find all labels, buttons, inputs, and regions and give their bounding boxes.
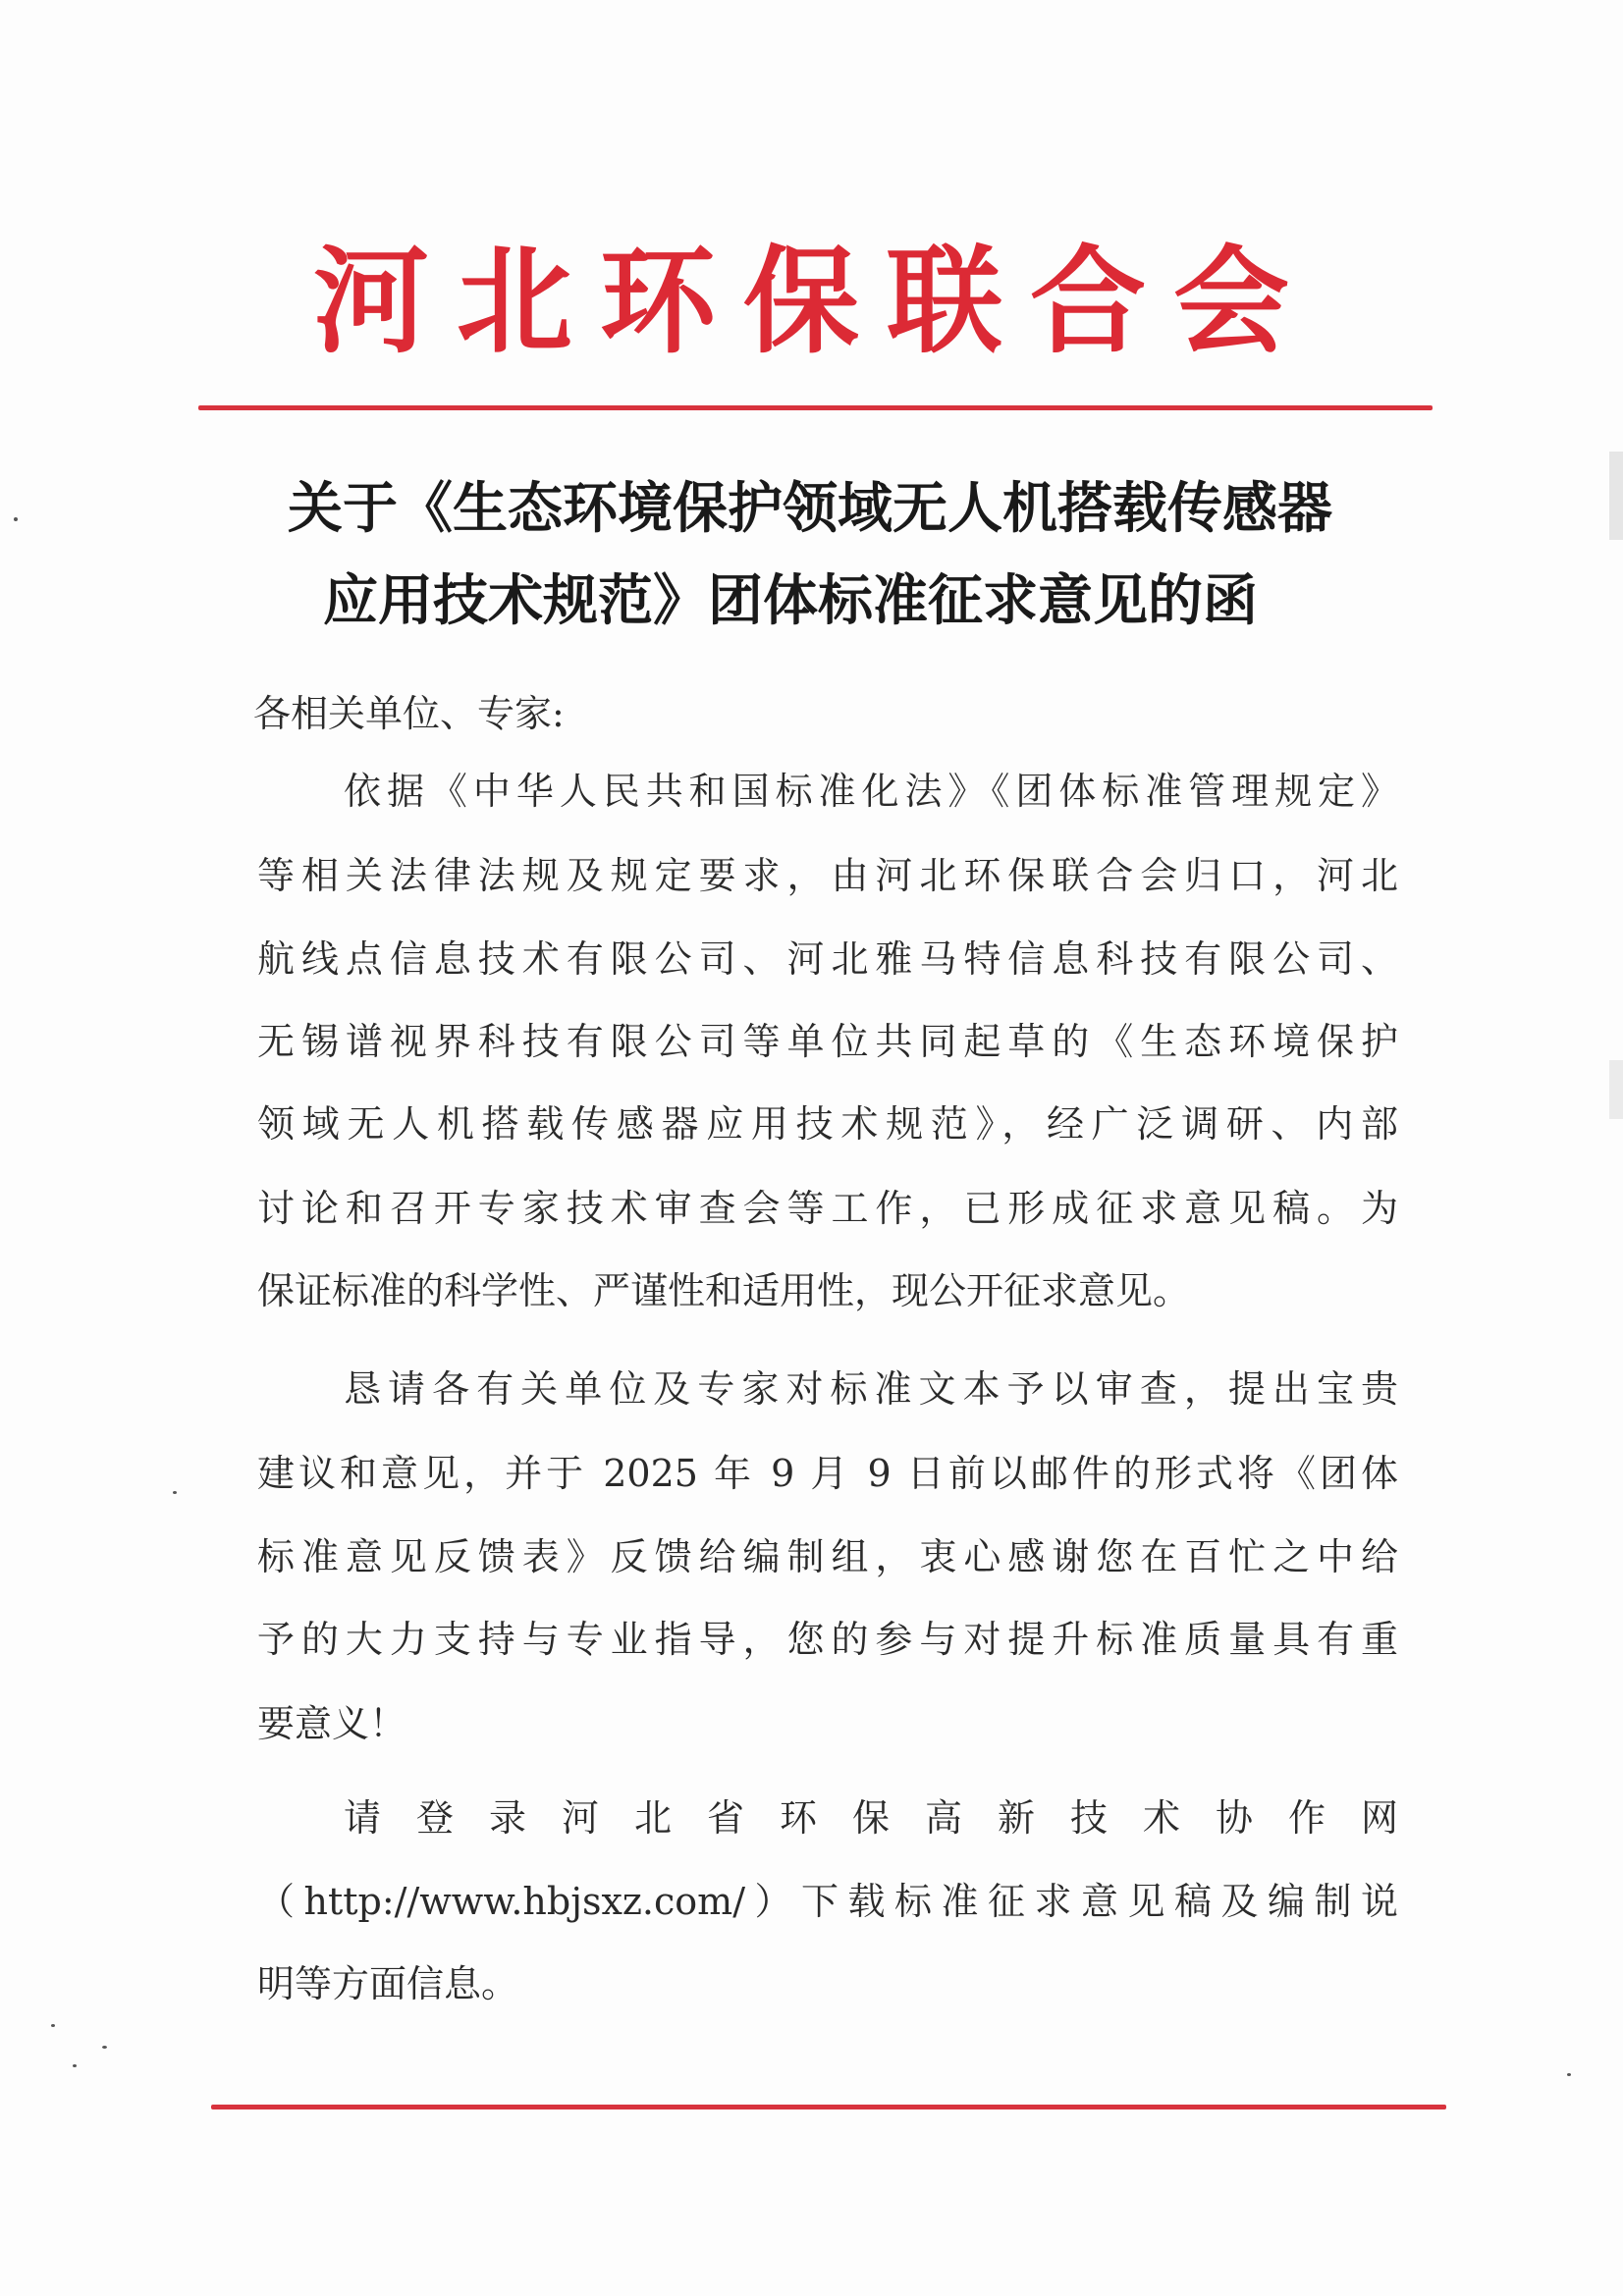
scan-speck [102,2046,107,2049]
scan-speck [173,1491,177,1494]
letterhead-divider-top [198,405,1433,410]
paragraph-1-line: 保证标准的科学性、严谨性和适用性，现公开征求意见。 [257,1269,1191,1312]
paragraph-2-line: 恳请各有关单位及专家对标准文本予以审查，提出宝贵 [344,1367,1398,1411]
paragraph-2-line: 标准意见反馈表》反馈给编制组，衷心感谢您在百忙之中给 [257,1535,1398,1578]
scan-speck [1567,2073,1571,2076]
document-title-line-1: 关于《生态环境保护领域无人机搭载传感器 [288,477,1332,541]
paragraph-1-line: 航线点信息技术有限公司、河北雅马特信息科技有限公司、 [257,937,1398,981]
paragraph-1-line: 领域无人机搭载传感器应用技术规范》，经广泛调研、内部 [257,1102,1398,1146]
footer-divider [211,2105,1446,2109]
paragraph-2-line: 予的大力支持与专业指导，您的参与对提升标准质量具有重 [257,1618,1398,1661]
paragraph-1-line: 讨论和召开专家技术审查会等工作，已形成征求意见稿。为 [257,1187,1398,1230]
letterhead-org-name: 河北环保联合会 [312,233,1317,369]
paragraph-1-line: 等相关法律法规及规定要求，由河北环保联合会归口，河北 [257,854,1398,897]
paragraph-1-line: 依据《中华人民共和国标准化法》《团体标准管理规定》 [344,770,1398,813]
scan-speck [73,2064,77,2067]
paragraph-3-line: （http://www.hbjsxz.com/）下载标准征求意见稿及编制说 [257,1880,1398,1923]
scan-edge-mark [1609,452,1623,540]
salutation: 各相关单位、专家: [253,692,565,735]
document-title-line-2: 应用技术规范》团体标准征求意见的函 [323,569,1258,633]
paragraph-3-line: 请登录河北省环保高新技术协作网 [344,1796,1398,1840]
paragraph-2-line: 要意义！ [257,1702,407,1745]
paragraph-3-line: 明等方面信息。 [257,1962,519,2005]
scan-edge-mark [1609,1060,1623,1119]
scan-speck [51,2024,55,2027]
paragraph-1-line: 无锡谱视界科技有限公司等单位共同起草的《生态环境保护 [257,1020,1398,1063]
scan-speck [14,517,18,521]
paragraph-2-line: 建议和意见，并于 2025 年 9 月 9 日前以邮件的形式将《团体 [257,1452,1398,1495]
